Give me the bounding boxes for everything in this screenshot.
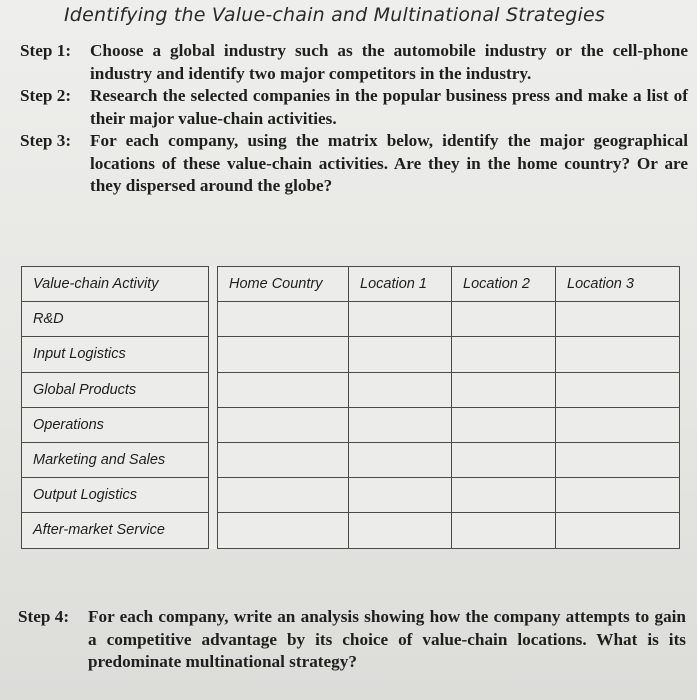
empty-cell: [452, 372, 556, 407]
column-header: Home Country: [218, 267, 349, 302]
column-header: Value-chain Activity: [22, 267, 209, 302]
empty-cell: [556, 302, 680, 337]
empty-cell: [452, 302, 556, 337]
step-text: Choose a global industry such as the automobile industry or the cell-phone industry and identify two major competitors in the industry.: [90, 41, 688, 83]
activity-cell: R&D: [22, 302, 209, 337]
table-header-row: [22, 267, 680, 302]
table-row: [22, 337, 680, 372]
empty-cell: [452, 407, 556, 442]
steps-list: [20, 40, 688, 198]
step-text: For each company, write an analysis showing how the company attempts to gain a competitive advantage by its choice of value-chain locations. What is its predominate multinational strategy?: [88, 607, 686, 671]
page-title: Identifying the Value-chain and Multinational Strategies: [64, 4, 605, 26]
column-header: Location 1: [349, 267, 452, 302]
activity-cell: After-market Service: [22, 513, 209, 548]
empty-cell: [556, 407, 680, 442]
empty-cell: [218, 442, 349, 477]
activity-cell: Operations: [22, 407, 209, 442]
step-label: Step 2:: [20, 86, 72, 105]
empty-cell: [556, 442, 680, 477]
step-2: [20, 85, 688, 130]
table-row: [22, 442, 680, 477]
table-row: [22, 302, 680, 337]
column-gap: [209, 267, 218, 302]
empty-cell: [349, 407, 452, 442]
empty-cell: [452, 513, 556, 548]
empty-cell: [218, 302, 349, 337]
column-header: Location 3: [556, 267, 680, 302]
activity-cell: Output Logistics: [22, 478, 209, 513]
empty-cell: [218, 407, 349, 442]
step-label: Step 1:: [20, 41, 72, 60]
activity-cell: Global Products: [22, 372, 209, 407]
empty-cell: [556, 337, 680, 372]
empty-cell: [452, 337, 556, 372]
step-label: Step 3:: [20, 131, 72, 150]
step-1: [20, 40, 688, 85]
column-header: Location 2: [452, 267, 556, 302]
step-text: Research the selected companies in the popular business press and make a list of their major value-chain activities.: [90, 86, 688, 128]
activity-cell: Marketing and Sales: [22, 442, 209, 477]
empty-cell: [349, 302, 452, 337]
value-chain-matrix: [21, 266, 680, 549]
empty-cell: [349, 478, 452, 513]
empty-cell: [349, 442, 452, 477]
table-row: [22, 372, 680, 407]
step-label: Step 4:: [18, 607, 70, 626]
table-row: [22, 478, 680, 513]
step-text: For each company, using the matrix below, identify the major geographical locations of these value-chain activities. Are they in the home country? Or are they dispersed around the globe?: [90, 131, 688, 195]
table-row: [22, 513, 680, 548]
empty-cell: [349, 337, 452, 372]
empty-cell: [452, 478, 556, 513]
empty-cell: [218, 337, 349, 372]
empty-cell: [556, 478, 680, 513]
empty-cell: [218, 478, 349, 513]
table-row: [22, 407, 680, 442]
empty-cell: [556, 513, 680, 548]
empty-cell: [218, 372, 349, 407]
empty-cell: [349, 513, 452, 548]
empty-cell: [452, 442, 556, 477]
empty-cell: [556, 372, 680, 407]
empty-cell: [349, 372, 452, 407]
activity-cell: Input Logistics: [22, 337, 209, 372]
step-4: [18, 606, 686, 674]
empty-cell: [218, 513, 349, 548]
step-3: [20, 130, 688, 198]
